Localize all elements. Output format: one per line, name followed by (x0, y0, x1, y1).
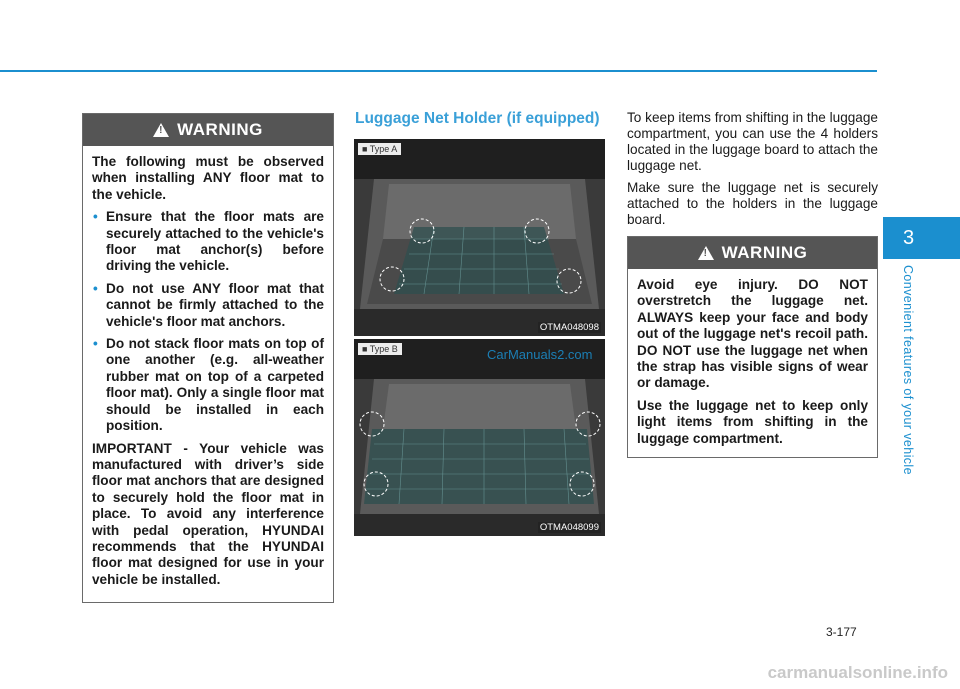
warning-header (628, 237, 877, 269)
image-type-tag: ■ Type B (358, 343, 402, 355)
warning-title: WARNING (177, 120, 263, 139)
luggage-photo-type-a (354, 139, 605, 336)
page-number: 3-177 (826, 625, 857, 639)
warning-bullet: • Do not stack floor mats on top of one another (e.g. all-weather rubber mat on top of a carpeted floor mat). Only a single floor mat should be installed in each position. (93, 336, 324, 434)
warning-body (83, 146, 333, 602)
chapter-number: 3 (903, 226, 915, 249)
warning-body (628, 269, 877, 461)
warning-triangle-icon (153, 123, 169, 137)
image-caption: OTMA048099 (539, 522, 599, 533)
warning-bullet: • Ensure that the floor mats are securely attached to the vehicle's floor mat anchor(s) before driving the vehicle. (93, 209, 324, 274)
warning-bullets (92, 209, 324, 434)
luggage-photo-type-b (354, 339, 605, 536)
warning-important: IMPORTANT - Your vehicle was manufactured with driver’s side floor mat anchors that are designed to securely hold the floor mat in place. To avoid any interference with pedal operation, HYUNDAI recommends that the HYUNDAI floor mat designed for use in your vehicle be installed. (92, 440, 324, 587)
image-caption: OTMA048098 (539, 322, 599, 333)
warning-triangle-icon (698, 246, 714, 260)
luggage-net-description (627, 110, 878, 234)
footer-site-text: carmanualsonline.info (767, 663, 948, 682)
warning-paragraph: Use the luggage net to keep only light items from shifting in the luggage compartment. (637, 397, 868, 446)
bullet-dot-icon: • (93, 336, 98, 352)
floor-mat-warning-box (82, 113, 334, 603)
bullet-dot-icon: • (93, 280, 98, 296)
warning-header (83, 114, 333, 146)
luggage-compartment-illustration (354, 139, 605, 336)
warning-intro: The following must be observed when installing ANY floor mat to the vehicle. (92, 154, 324, 202)
section-title: Luggage Net Holder (if equipped) (355, 110, 600, 127)
image-type-tag: ■ Type A (358, 143, 401, 155)
warning-title: WARNING (721, 243, 808, 262)
chapter-label: Convenient features of your vehicle (901, 265, 915, 475)
luggage-net-warning-box (627, 236, 878, 458)
body-paragraph: To keep items from shifting in the luggage compartment, you can use the 4 holders located in the luggage board to attach the luggage net. (627, 110, 878, 173)
chapter-tab (883, 217, 960, 259)
body-paragraph: Make sure the luggage net is securely attached to the holders in the luggage board. (627, 180, 878, 227)
warning-bullet: • Do not use ANY floor mat that cannot be firmly attached to the vehicle's floor mat anchors. (93, 280, 324, 329)
watermark: CarManuals2.com (487, 347, 593, 362)
warning-paragraph: Avoid eye injury. DO NOT overstretch the luggage net. ALWAYS keep your face and body out of the luggage net's recoil path. DO NOT use the luggage net when the strap has visible signs of wear or damage. (637, 277, 868, 391)
bullet-dot-icon: • (93, 209, 98, 225)
top-rule (0, 70, 877, 72)
luggage-compartment-illustration (354, 339, 605, 536)
